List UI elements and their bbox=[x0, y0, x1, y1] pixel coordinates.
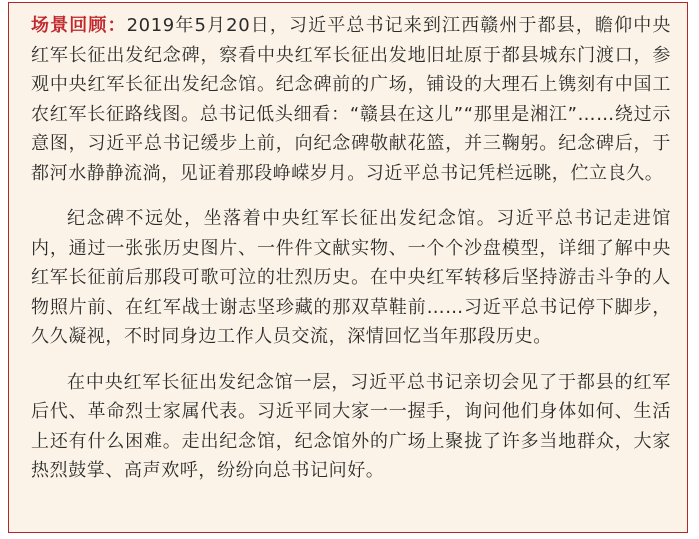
paragraph-3: 在中央红军长征出发纪念馆一层，习近平总书记亲切会见了于都县的红军后代、革命烈士家属代表。习近平同大家一一握手，询问他们身体如何、生活上还有什么困难。走出纪念馆，纪念馆外的广场上聚拢了许多当地群众，大家热烈鼓掌、高声欢呼，纷纷向总书记问好。 bbox=[31, 371, 671, 481]
paragraph-1-text: 2019年5月20日，习近平总书记来到江西赣州于都县，瞻仰中央红军长征出发纪念碑，察看中央红军长征出发地旧址原于都县城东门渡口，参观中央红军长征出发纪念馆。纪念碑前的广场，铺设的大理石上镌刻有中国工农红军长征路线图。总书记低头细看：“赣县在这儿”“那里是湘江”……绕过示意图，习近平总书记缓步上前，向纪念碑敬献花篮，并三鞠躬。纪念碑后，于都河水静静流淌，见证着那段峥嵘岁月。习近平总书记凭栏远眺，伫立良久。 bbox=[31, 15, 672, 184]
paragraph-2: 纪念碑不远处，坐落着中央红军长征出发纪念馆。习近平总书记走进馆内，通过一张张历史图片、一件件文献实物、一个个沙盘模型，详细了解中央红军长征前后那段可歌可泣的壮烈历史。在中央红军转移后坚持游击斗争的人物照片前、在红军战士谢志坚珍藏的那双草鞋前……习近平总书记停下脚步，久久凝视，不时同身边工作人员交流，深情回忆当年那段历史。 bbox=[31, 208, 671, 347]
scene-review-label: 场景回顾： bbox=[31, 15, 127, 36]
article-frame bbox=[8, 2, 688, 533]
paragraph-scene-review bbox=[31, 11, 671, 188]
article-body bbox=[31, 11, 671, 486]
